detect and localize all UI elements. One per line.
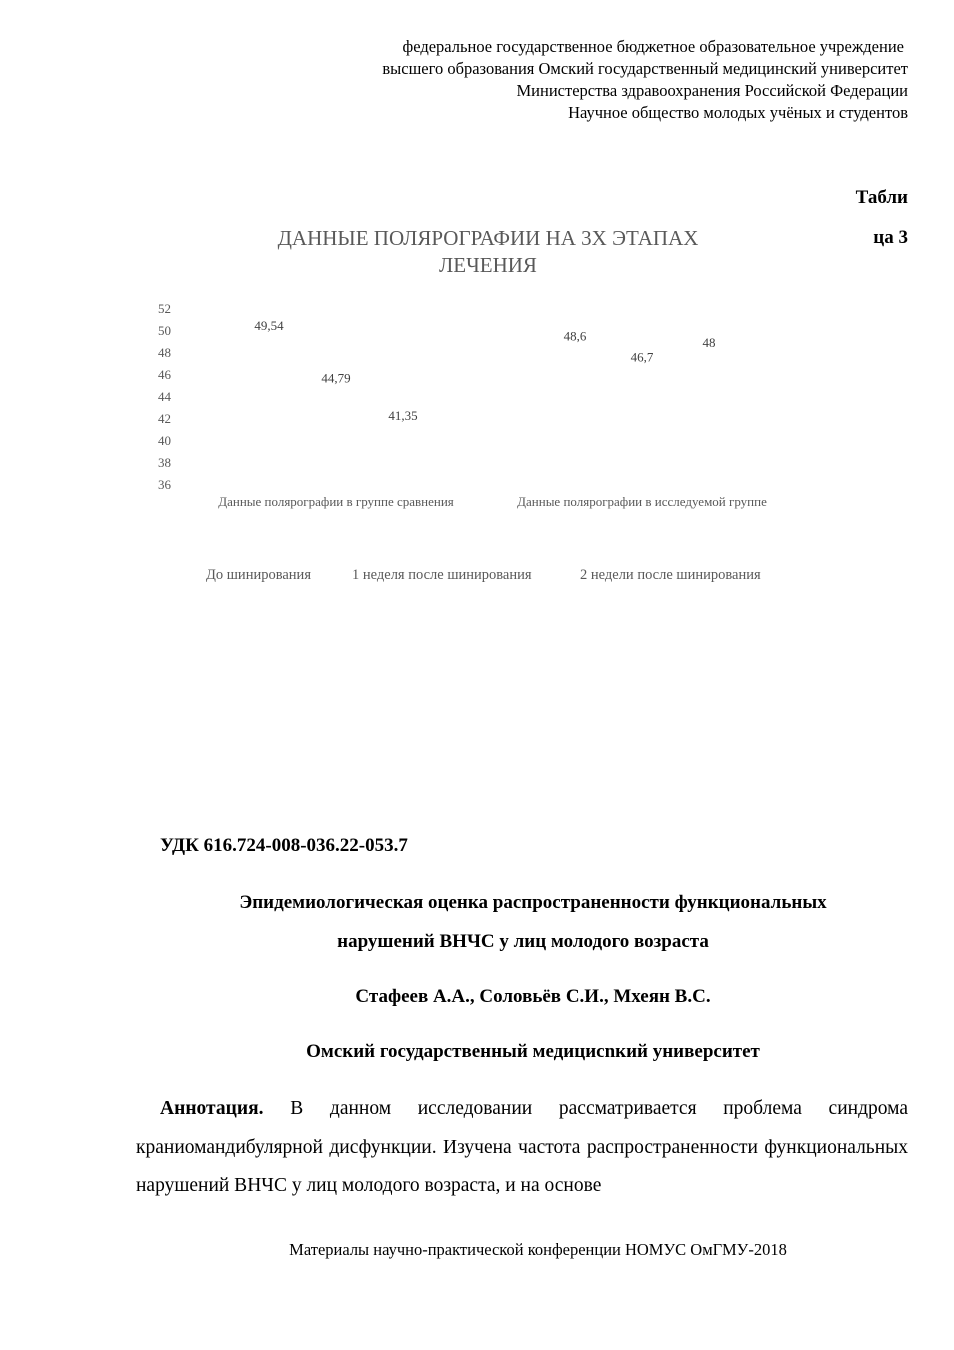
y-tick-52: 52 [158,301,171,316]
abstract-paragraph [136,1090,908,1206]
header-line-1: федеральное государственное бюджетное образовательное учреждение [402,37,904,56]
data-label-s2-c2: 46,7 [630,349,654,365]
data-label-s1-c1: 49,54 [254,318,284,334]
udk-code: УДК 616.724-008-036.22-053.7 [160,835,408,856]
y-tick-40: 40 [158,433,171,448]
polarography-chart [0,0,954,600]
header-line-3: Министерства здравоохранения Российской Федерации [516,81,908,100]
legend-item-1: До шинирования [206,567,311,583]
header-line-4: Научное общество молодых учёных и студентов [568,103,908,122]
category-label-2: Данные полярографии в исследуемой группе [517,494,767,509]
chart-title-line2: ЛЕЧЕНИЯ [439,253,537,277]
article-title-line1: Эпидемиологическая оценка распространенности функциональных [239,892,827,913]
article-affiliation: Омский государственный медицисnкий университет [306,1041,760,1062]
legend-item-3: 2 недели после шинирования [580,567,761,583]
table-label-part2: ца 3 [873,227,908,248]
abstract-label: Аннотация. [160,1098,264,1119]
y-tick-36: 36 [158,477,171,492]
legend-item-2: 1 неделя после шинирования [352,567,532,583]
data-label-s3-c1: 41,35 [388,408,418,424]
y-tick-48: 48 [158,345,171,360]
y-tick-50: 50 [158,323,171,338]
page-footer: Материалы научно-практической конференции НОМУС ОмГМУ-2018 [289,1240,787,1259]
article-title-line2: нарушений ВНЧС у лиц молодого возраста [337,931,709,952]
abstract-text: В данном исследовании рассматривается проблема синдрома краниомандибулярной дисфункции. Изучена частота распространенности функциональных нарушений ВНЧС у лиц молодого возраста, и на основе [136,1098,908,1196]
y-tick-42: 42 [158,411,171,426]
table-label-part1: Табли [855,187,908,208]
header-line-2: высшего образования Омский государственный медицинский университет [382,59,908,78]
y-tick-46: 46 [158,367,171,382]
article-authors: Стафеев А.А., Соловьёв С.И., Мхеян В.С. [355,986,711,1007]
category-label-1: Данные полярографии в группе сравнения [218,494,454,509]
y-tick-44: 44 [158,389,171,404]
data-label-s3-c2: 48 [702,335,716,350]
data-label-s1-c2: 48,6 [563,328,587,344]
data-label-s2-c1: 44,79 [321,370,351,386]
chart-title-line1: ДАННЫЕ ПОЛЯРОГРАФИИ НА 3Х ЭТАПАХ [277,226,699,250]
y-tick-38: 38 [158,455,171,470]
